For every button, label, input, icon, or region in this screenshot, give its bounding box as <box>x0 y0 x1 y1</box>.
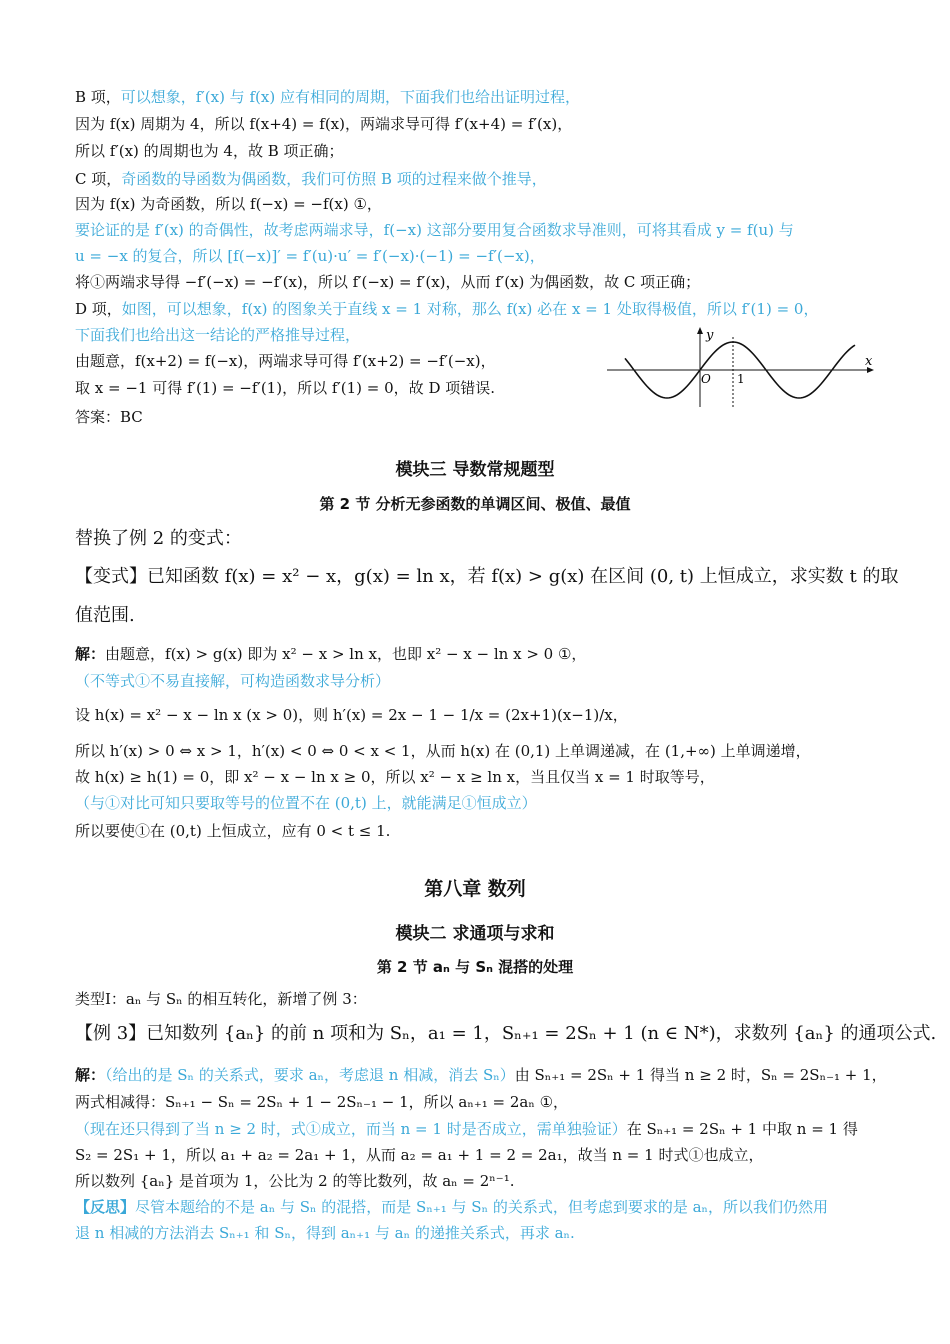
text-line-l1 <box>75 86 580 108</box>
text-segment: 将①两端求导得 −f′(−x) = −f′(x)，所以 f′(−x) = f′(x)，从而 f′(x) 为偶函数，故 C 项正确； <box>75 273 701 291</box>
text-segment: 【例 3】已知数列 {aₙ} 的前 n 项和为 Sₙ，a₁ = 1，Sₙ₊₁ = 2Sₙ + 1 (n ∈ N*)，求数列 {aₙ} 的通项公式. <box>75 1023 937 1044</box>
text-segment: 要论证的是 f′(x) 的奇偶性，故考虑两端求导，f(−x) 这部分要用复合函数求导准则，可将其看成 y = f(u) 与 <box>75 221 794 239</box>
text-segment: （给出的是 Sₙ 的关系式，要求 aₙ，考虑退 n 相减，消去 Sₙ） <box>105 1066 515 1084</box>
text-segment: 设 h(x) = x² − x − ln x (x > 0)，则 h′(x) = 2x − 1 − 1/x = (2x+1)(x−1)/x， <box>75 706 628 724</box>
text-segment: u = −x 的复合，所以 [f(−x)]′ = f′(u)·u′ = f′(−x)·(−1) = −f′(−x)， <box>75 247 545 265</box>
text-segment: （现在还只得到了当 n ≥ 2 时，式①成立，而当 n = 1 时是否成立，需单独验证） <box>75 1120 627 1138</box>
text-segment: 由题意，f(x) > g(x) 即为 x² − x > ln x，也即 x² − x − ln x > 0 ①， <box>105 645 587 663</box>
text-line-l2 <box>75 113 572 135</box>
text-line-l13 <box>75 406 143 428</box>
text-line-l44 <box>75 1118 858 1140</box>
text-line-l8 <box>75 271 700 293</box>
text-segment: B 项， <box>75 88 121 106</box>
text-segment: 由题意，f(x+2) = f(−x)，两端求导可得 f′(x+2) = −f′(−x)， <box>75 352 496 370</box>
text-segment: 故 h(x) ≥ h(1) = 0，即 x² − x − ln x ≥ 0，所以 x² − x ≥ ln x，当且仅当 x = 1 时取等号， <box>75 768 715 786</box>
section-heading-h1: 模块三 导数常规题型 <box>395 460 555 480</box>
text-line-l26 <box>75 740 811 762</box>
text-segment: 如图，可以想象，f(x) 的图象关于直线 x = 1 对称，那么 f(x) 必在 x = 1 处取得极值，所以 f′(1) = 0， <box>121 300 819 318</box>
text-segment: 尽管本题给的不是 aₙ 与 Sₙ 的混搭，而是 Sₙ₊₁ 与 Sₙ 的关系式，但考虑到要求的是 aₙ，所以我们仍然用 <box>135 1198 829 1216</box>
text-line-l5 <box>75 193 382 215</box>
text-segment: 所以 h′(x) > 0 ⇔ x > 1，h′(x) < 0 ⇔ 0 < x < 1，从而 h(x) 在 (0,1) 上单调递减，在 (1,+∞) 上单调递增， <box>75 742 811 760</box>
text-segment: 答案：BC <box>75 408 143 426</box>
text-line-l25 <box>75 704 628 726</box>
text-segment: 【反思】 <box>75 1198 136 1216</box>
text-line-l3 <box>75 140 344 162</box>
text-segment: 可以想象，f′(x) 与 f(x) 应有相同的周期，下面我们也给出证明过程， <box>120 88 580 106</box>
text-line-l43 <box>75 1091 568 1113</box>
text-line-l23 <box>75 643 586 665</box>
text-line-l10 <box>75 324 360 346</box>
section-heading-h3: 第八章 数列 <box>424 878 526 900</box>
text-segment: 在 Sₙ₊₁ = 2Sₙ + 1 中取 n = 1 得 <box>626 1120 858 1138</box>
sine-graph-figure <box>605 325 880 410</box>
text-segment: 替换了例 2 的变式： <box>75 528 242 549</box>
text-segment: D 项， <box>75 300 122 318</box>
text-segment: 解： <box>75 1066 106 1084</box>
text-line-l20 <box>75 526 242 552</box>
text-segment: 由 Sₙ₊₁ = 2Sₙ + 1 得当 n ≥ 2 时，Sₙ = 2Sₙ₋₁ + 1， <box>514 1066 887 1084</box>
text-segment: 【变式】已知函数 f(x) = x² − x，g(x) = ln x，若 f(x) > g(x) 在区间 (0, t) 上恒成立，求实数 t 的取 <box>75 566 899 587</box>
text-segment: 所以要使①在 (0,t) 上恒成立，应有 0 < t ≤ 1. <box>75 822 391 840</box>
text-segment: 两式相减得：Sₙ₊₁ − Sₙ = 2Sₙ + 1 − 2Sₙ₋₁ − 1，所以 aₙ₊₁ = 2aₙ ①， <box>75 1093 569 1111</box>
origin-label: O <box>701 372 711 386</box>
y-axis-label: y <box>706 328 714 343</box>
section-heading-h2: 第 2 节 分析无参函数的单调区间、极值、最值 <box>319 495 631 513</box>
text-segment: 所以 f′(x) 的周期也为 4，故 B 项正确； <box>75 142 344 160</box>
text-line-l9 <box>75 298 818 320</box>
text-segment: S₂ = 2S₁ + 1，所以 a₁ + a₂ = 2a₁ + 1，从而 a₂ = a₁ + 1 = 2 = 2a₁，故当 n = 1 时式①也成立， <box>75 1146 764 1164</box>
text-segment: 下面我们也给出这一结论的严格推导过程， <box>75 326 361 344</box>
text-line-l48 <box>75 1222 575 1244</box>
text-line-l41 <box>75 1021 936 1047</box>
text-segment: 类型Ⅰ：aₙ 与 Sₙ 的相互转化，新增了例 3： <box>75 990 367 1008</box>
text-line-l6 <box>75 219 794 241</box>
text-line-l11 <box>75 350 496 372</box>
text-segment: （不等式①不易直接解，可构造函数求导分析） <box>75 672 391 690</box>
text-line-l7 <box>75 245 545 267</box>
text-line-l42 <box>75 1064 887 1086</box>
text-line-l27 <box>75 766 715 788</box>
y-axis-arrow <box>697 327 703 334</box>
text-line-l40 <box>75 988 367 1010</box>
text-segment: 所以数列 {aₙ} 是首项为 1，公比为 2 的等比数列，故 aₙ = 2ⁿ⁻¹. <box>75 1172 515 1190</box>
text-line-l28 <box>75 792 537 814</box>
text-segment: 因为 f(x) 为奇函数，所以 f(−x) = −f(x) ①， <box>75 195 382 213</box>
section-heading-h4: 模块二 求通项与求和 <box>395 924 555 944</box>
tick-label-1: 1 <box>737 372 745 386</box>
text-line-l29 <box>75 820 390 842</box>
text-line-l21 <box>75 564 898 590</box>
text-segment: 因为 f(x) 周期为 4，所以 f(x+4) = f(x)，两端求导可得 f′(x+4) = f′(x)， <box>75 115 573 133</box>
text-segment: 值范围. <box>75 605 135 626</box>
x-axis-label: x <box>865 354 873 369</box>
text-segment: 解： <box>75 645 106 663</box>
text-line-l46 <box>75 1170 515 1192</box>
text-segment: 取 x = −1 可得 f′(1) = −f′(1)，所以 f′(1) = 0，故 D 项错误. <box>75 379 496 397</box>
text-line-l47 <box>75 1196 828 1218</box>
section-heading-h5: 第 2 节 aₙ 与 Sₙ 混搭的处理 <box>376 958 574 976</box>
text-line-l12 <box>75 377 495 399</box>
text-segment: 奇函数的导函数为偶函数，我们可仿照 B 项的过程来做个推导， <box>121 170 547 188</box>
text-segment: 退 n 相减的方法消去 Sₙ₊₁ 和 Sₙ，得到 aₙ₊₁ 与 aₙ 的递推关系式，再求 aₙ. <box>75 1224 575 1242</box>
text-line-l45 <box>75 1144 763 1166</box>
text-segment: C 项， <box>75 170 122 188</box>
text-segment: （与①对比可知只要取等号的位置不在 (0,t) 上，就能满足①恒成立） <box>75 794 537 812</box>
text-line-l22 <box>75 603 135 629</box>
text-line-l4 <box>75 168 547 190</box>
text-line-l24 <box>75 670 390 692</box>
